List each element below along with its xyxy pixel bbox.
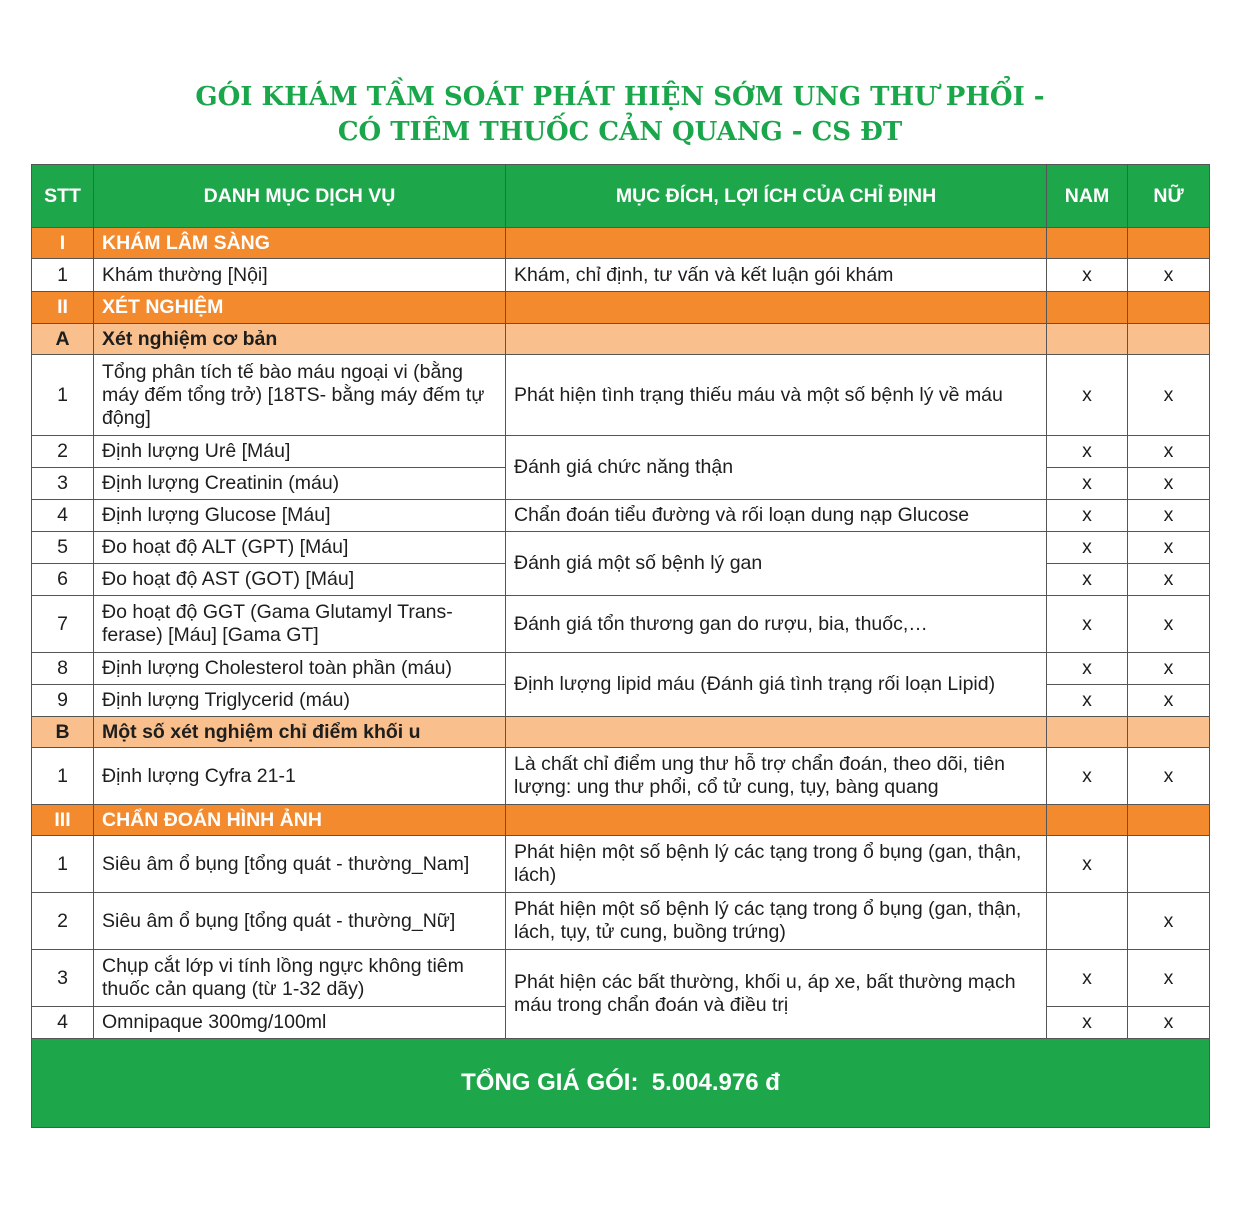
row-stt: 8 [32,653,94,685]
row-female-mark: x [1128,893,1210,950]
row-purpose: Phát hiện một số bệnh lý các tạng trong ổ bụng (gan, thận, lách) [506,836,1047,893]
row-female-mark: x [1128,436,1210,468]
total-price-label: TỔNG GIÁ GÓI: [461,1069,639,1096]
table-row [32,950,1210,1007]
row-male-mark: x [1047,685,1128,717]
row-purpose: Đánh giá một số bệnh lý gan [506,532,1047,596]
section-title: XÉT NGHIỆM [94,292,506,324]
table-row [32,532,1210,564]
section-number: II [32,292,94,324]
row-female-mark: x [1128,564,1210,596]
row-service: Siêu âm ổ bụng [tổng quát - thường_Nữ] [94,893,506,950]
subsection-title: Xét nghiệm cơ bản [94,324,506,355]
table-row [32,748,1210,805]
row-male-mark: x [1047,259,1128,292]
table-row [32,259,1210,292]
section-row-clinical-exam [32,228,1210,259]
row-male-mark [1047,893,1128,950]
total-price-value: 5.004.976 đ [651,1069,780,1096]
row-purpose: Phát hiện tình trạng thiếu máu và một số bệnh lý về máu [506,355,1047,436]
row-purpose: Phát hiện một số bệnh lý các tạng trong ổ bụng (gan, thận, lách, tụy, tử cung, buồng trứng) [506,893,1047,950]
section-row-imaging [32,805,1210,836]
page-title [0,80,1240,150]
row-service: Định lượng Triglycerid (máu) [94,685,506,717]
subsection-row-basic-tests [32,324,1210,355]
section-title: CHẨN ĐOÁN HÌNH ẢNH [94,805,506,836]
row-male-mark: x [1047,1007,1128,1039]
row-service: Khám thường [Nội] [94,259,506,292]
table-row [32,653,1210,685]
row-male-mark: x [1047,836,1128,893]
section-row-lab-tests [32,292,1210,324]
row-service: Định lượng Urê [Máu] [94,436,506,468]
table-header-row [32,165,1210,228]
table-row [32,355,1210,436]
row-stt: 6 [32,564,94,596]
row-stt: 7 [32,596,94,653]
row-purpose: Chẩn đoán tiểu đường và rối loạn dung nạp Glucose [506,500,1047,532]
row-service: Định lượng Cyfra 21-1 [94,748,506,805]
row-purpose: Đánh giá tổn thương gan do rượu, bia, thuốc,… [506,596,1047,653]
header-male: NAM [1047,165,1128,228]
row-service: Omnipaque 300mg/100ml [94,1007,506,1039]
row-female-mark: x [1128,259,1210,292]
row-stt: 1 [32,836,94,893]
row-male-mark: x [1047,436,1128,468]
table-row [32,893,1210,950]
row-purpose: Phát hiện các bất thường, khối u, áp xe, bất thường mạch máu trong chẩn đoán và điều trị [506,950,1047,1039]
row-female-mark: x [1128,468,1210,500]
title-line-2: CÓ TIÊM THUỐC CẢN QUANG - CS ĐT [337,117,903,147]
row-male-mark: x [1047,500,1128,532]
row-stt: 2 [32,893,94,950]
row-stt: 3 [32,468,94,500]
row-male-mark: x [1047,950,1128,1007]
row-male-mark: x [1047,653,1128,685]
row-female-mark: x [1128,685,1210,717]
row-service: Đo hoạt độ ALT (GPT) [Máu] [94,532,506,564]
row-female-mark: x [1128,355,1210,436]
row-male-mark: x [1047,596,1128,653]
row-female-mark: x [1128,532,1210,564]
total-price-row [32,1039,1210,1128]
row-stt: 4 [32,1007,94,1039]
row-service: Đo hoạt độ AST (GOT) [Máu] [94,564,506,596]
title-line-1: GÓI KHÁM TẦM SOÁT PHÁT HIỆN SỚM UNG THƯ PHỔI - [195,82,1045,112]
row-stt: 1 [32,355,94,436]
row-service: Định lượng Creatinin (máu) [94,468,506,500]
row-female-mark [1128,836,1210,893]
table-row [32,596,1210,653]
subsection-row-tumor-markers [32,717,1210,748]
subsection-number: A [32,324,94,355]
row-female-mark: x [1128,500,1210,532]
table-row [32,500,1210,532]
section-number: I [32,228,94,259]
row-female-mark: x [1128,950,1210,1007]
row-stt: 9 [32,685,94,717]
row-male-mark: x [1047,564,1128,596]
row-purpose: Là chất chỉ điểm ung thư hỗ trợ chẩn đoán, theo dõi, tiên lượng: ung thư phổi, cổ tử cung, tụy, bàng quang [506,748,1047,805]
row-female-mark: x [1128,748,1210,805]
header-stt: STT [32,165,94,228]
subsection-number: B [32,717,94,748]
row-female-mark: x [1128,596,1210,653]
section-title: KHÁM LÂM SÀNG [94,228,506,259]
row-service: Siêu âm ổ bụng [tổng quát - thường_Nam] [94,836,506,893]
header-service: DANH MỤC DỊCH VỤ [94,165,506,228]
row-service: Đo hoạt độ GGT (Gama Glutamyl Trans-ferase) [Máu] [Gama GT] [94,596,506,653]
row-male-mark: x [1047,355,1128,436]
row-stt: 4 [32,500,94,532]
row-stt: 1 [32,748,94,805]
row-stt: 3 [32,950,94,1007]
row-female-mark: x [1128,1007,1210,1039]
row-service: Định lượng Glucose [Máu] [94,500,506,532]
section-number: III [32,805,94,836]
row-male-mark: x [1047,468,1128,500]
header-purpose: MỤC ĐÍCH, LỢI ÍCH CỦA CHỈ ĐỊNH [506,165,1047,228]
row-stt: 5 [32,532,94,564]
total-price-banner [32,1039,1210,1128]
row-purpose: Khám, chỉ định, tư vấn và kết luận gói khám [506,259,1047,292]
row-female-mark: x [1128,653,1210,685]
row-stt: 2 [32,436,94,468]
row-purpose: Định lượng lipid máu (Đánh giá tình trạng rối loạn Lipid) [506,653,1047,717]
row-male-mark: x [1047,748,1128,805]
row-service: Định lượng Cholesterol toàn phần (máu) [94,653,506,685]
table-row [32,836,1210,893]
row-purpose: Đánh giá chức năng thận [506,436,1047,500]
row-service: Chụp cắt lớp vi tính lồng ngực không tiêm thuốc cản quang (từ 1-32 dãy) [94,950,506,1007]
row-service: Tổng phân tích tế bào máu ngoại vi (bằng máy đếm tổng trở) [18TS- bằng máy đếm tự động] [94,355,506,436]
subsection-title: Một số xét nghiệm chỉ điểm khối u [94,717,506,748]
service-price-table [31,164,1210,1128]
row-male-mark: x [1047,532,1128,564]
row-stt: 1 [32,259,94,292]
header-female: NỮ [1128,165,1210,228]
table-row [32,436,1210,468]
